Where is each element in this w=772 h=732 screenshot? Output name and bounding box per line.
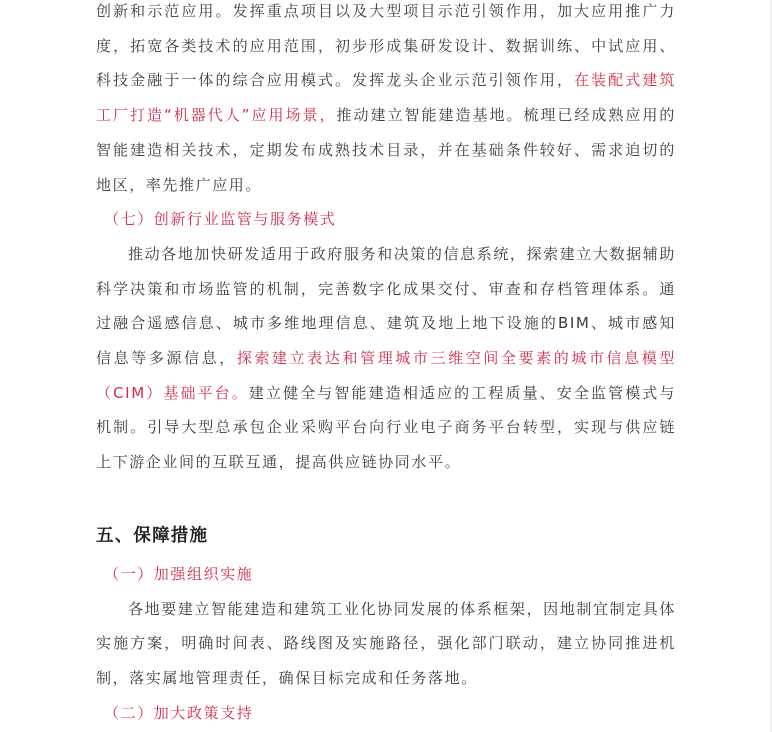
article-body <box>96 0 676 730</box>
paragraph-text: 创新和示范应用。发挥重点项目以及大型项目示范引领作用，加大应用推广力度，拓宽各类技术的应用范围，初步形成集研发设计、数据训练、中试应用、科技金融于一体的综合应用模式。发挥龙头企业示范引领作用， <box>96 2 676 90</box>
subheading-policy-support: （二）加大政策支持 <box>104 703 254 722</box>
highlight-robot-replacement: 在装配式建筑工厂打造“机器代人”应用场景， <box>96 71 676 125</box>
subheading-innovate-supervision: （七）创新行业监管与服务模式 <box>104 210 337 229</box>
paragraph-demonstration-application <box>96 0 676 202</box>
subheading-organization-implementation: （一）加强组织实施 <box>104 564 254 583</box>
paragraph-text: 推动建立智能建造基地。梳理已经成熟应用的智能建造相关技术，定期发布成熟技术目录，并在基础条件较好、需求迫切的地区，率先推广应用。 <box>96 106 676 194</box>
paragraph-text: 推动各地加快研发适用于政府服务和决策的信息系统，探索建立大数据辅助科学决策和市场监管的机制，完善数字化成果交付、审查和存档管理体系。通过融合遥感信息、城市多维地理信息、建筑及地上地下设施的BIM、城市感知信息等多源信息， <box>96 244 676 368</box>
section-heading-safeguard-measures: 五、保障措施 <box>96 525 209 546</box>
paragraph-text: 建立健全与智能建造相适应的工程质量、安全监管模式与机制。引导大型总承包企业采购平台向行业电子商务平台转型，实现与供应链上下游企业间的互联互通，提高供应链协同水平。 <box>96 383 676 472</box>
highlight-cim-platform: 探索建立表达和管理城市三维空间全要素的城市信息模型（CIM）基础平台。 <box>96 349 676 402</box>
paragraph-supervision-service <box>96 237 676 480</box>
paragraph-organization-implementation: 各地要建立智能建造和建筑工业化协同发展的体系框架，因地制宜制定具体实施方案，明确时间表、路线图及实施路径，强化部门联动，建立协同推进机制，落实属地管理责任，确保目标完成和任务落地。 <box>96 599 676 687</box>
